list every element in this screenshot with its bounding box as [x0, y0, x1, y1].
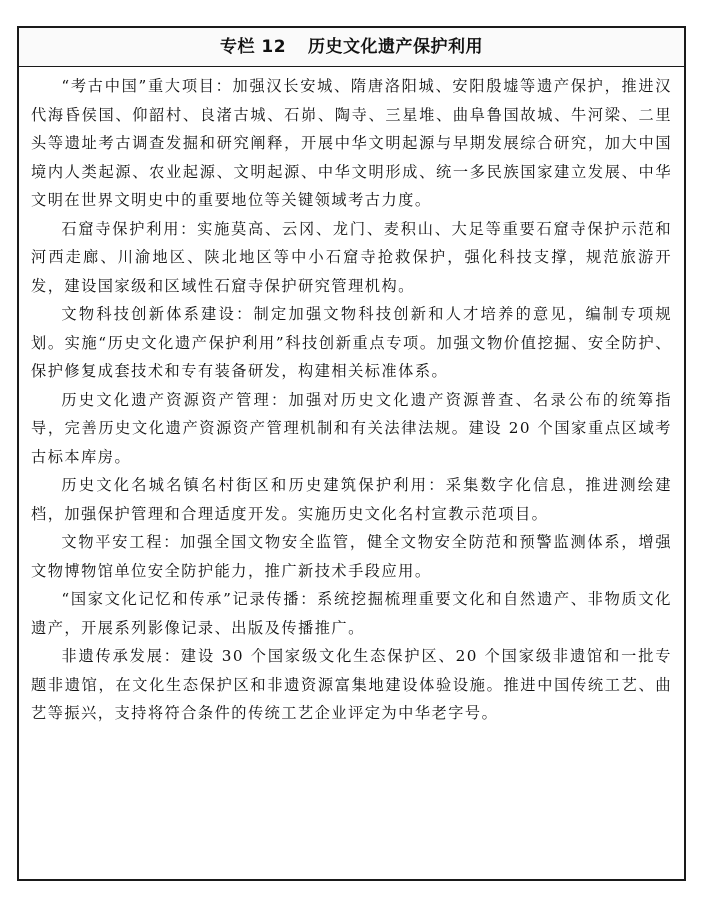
paragraph-grotto-protection: 石窟寺保护利用：实施莫高、云冈、龙门、麦积山、大足等重要石窟寺保护示范和河西走廊、川渝地区、陕北地区等中小石窟寺抢救保护，强化科技支撑，规范旅游开发，建设国家级和区域性石窟寺保护研究管理机构。 [31, 219, 672, 295]
box-title: 历史文化遗产保护利用 [308, 37, 484, 57]
paragraph-intangible-heritage: 非遗传承发展：建设 30 个国家级文化生态保护区、20 个国家级非遗馆和一批专题非遗馆，在文化生态保护区和非遗资源富集地建设体验设施。推进中国传统工艺、曲艺等振兴，支持将符合条件的传统工艺企业评定为中华老字号。 [31, 647, 672, 722]
feature-box [17, 26, 686, 881]
box-body [31, 72, 672, 728]
paragraph-archaeology-china: “考古中国”重大项目：加强汉长安城、隋唐洛阳城、安阳殷墟等遗产保护，推进汉代海昏侯国、仰韶村、良渚古城、石峁、陶寺、三星堆、曲阜鲁国故城、牛河梁、二里头等遗址考古调查发掘和研究阐释，开展中华文明起源与早期发展综合研究，加大中国境内人类起源、农业起源、文明起源、中华文明形成、统一多民族国家建立发展、中华文明在世界文明史中的重要地位等关键领域考古力度。 [31, 77, 672, 209]
paragraph-historic-cities: 历史文化名城名镇名村街区和历史建筑保护利用：采集数字化信息，推进测绘建档，加强保护管理和合理适度开发。实施历史文化名村宣教示范项目。 [31, 476, 672, 523]
paragraph-heritage-asset-management: 历史文化遗产资源资产管理：加强对历史文化遗产资源普查、名录公布的统筹指导，完善历史文化遗产资源资产管理机制和有关法律法规。建设 20 个国家重点区域考古标本库房。 [31, 390, 672, 466]
paragraph-relics-technology: 文物科技创新体系建设：制定加强文物科技创新和人才培养的意见，编制专项规划。实施“历史文化遗产保护利用”科技创新重点专项。加强文物价值挖掘、安全防护、保护修复成套技术和专有装备研发，构建相关标准体系。 [31, 305, 672, 380]
box-title-bar [19, 28, 684, 67]
paragraph-relics-safety: 文物平安工程：加强全国文物安全监管，健全文物安全防范和预警监测体系，增强文物博物馆单位安全防护能力，推广新技术手段应用。 [31, 533, 672, 580]
box-number: 专栏 12 [219, 37, 287, 57]
paragraph-cultural-memory: “国家文化记忆和传承”记录传播：系统挖掘梳理重要文化和自然遗产、非物质文化遗产，开展系列影像记录、出版及传播推广。 [31, 590, 672, 637]
